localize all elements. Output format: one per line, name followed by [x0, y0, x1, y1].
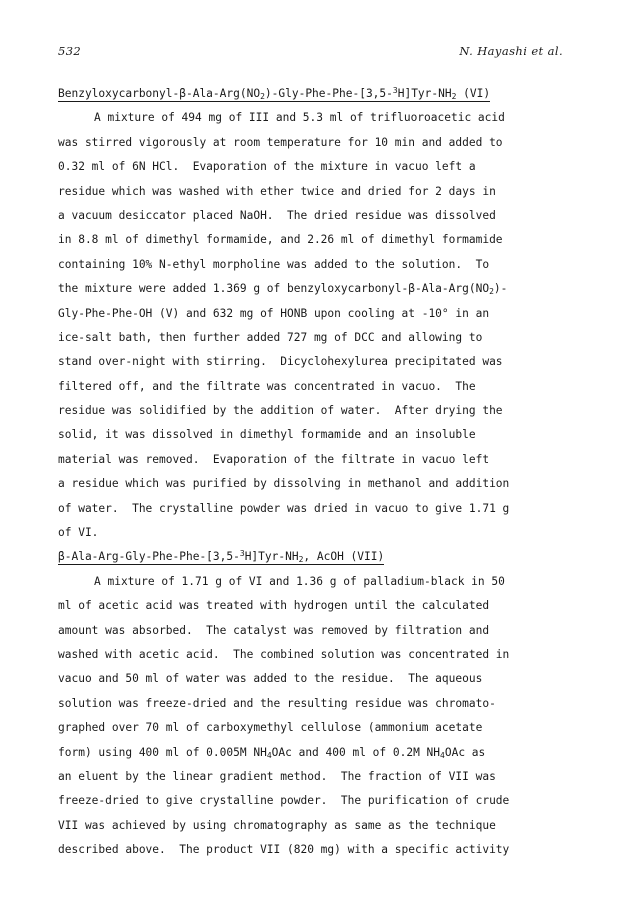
running-head: N. Hayashi et al.	[459, 44, 563, 58]
text-line: 0.32 ml of 6N HCl. Evaporation of the mixture in vacuo left a	[58, 160, 476, 174]
text-line: described above. The product VII (820 mg) with a specific activity	[58, 843, 510, 857]
text-line: in 8.8 ml of dimethyl formamide, and 2.26 ml of dimethyl formamide	[58, 233, 503, 247]
text-line: stand over-night with stirring. Dicyclohexylurea precipitated was	[58, 355, 503, 369]
section-title-vi: Benzyloxycarbonyl-$\beta-Ala-Arg(NO_2)-Gly-Phe-Phe-[3,5-^3H]Tyr-NH_2$ (VI)	[58, 86, 491, 101]
text-line: A mixture of 1.71 g of VI and 1.36 g of palladium-black in 50	[94, 574, 505, 588]
text-line: VII was achieved by using chromatography as same as the technique	[58, 818, 496, 832]
body-text	[58, 82, 563, 863]
text-line: containing 10% N-ethyl morpholine was added to the solution. To	[58, 257, 490, 271]
text-line: of VI.	[58, 526, 99, 540]
text-line: was stirred vigorously at room temperature for 10 min and added to	[58, 135, 503, 149]
text-line: Gly-Phe-Phe-OH (V) and 632 mg of HONB upon cooling at -10° in an	[58, 306, 490, 320]
text-line: filtered off, and the filtrate was concentrated in vacuo. The	[58, 379, 476, 393]
page-number: 532	[58, 44, 82, 58]
section-title-vii: $\beta-Ala-Arg-Gly-Phe-Phe-[3,5-^3H]Tyr-NH_2$, AcOH (VII)	[58, 549, 385, 565]
text-line: residue was solidified by the addition of water. After drying the	[58, 404, 503, 418]
text-line: ice-salt bath, then further added 727 mg of DCC and allowing to	[58, 330, 483, 344]
text-line: residue which was washed with ether twice and dried for 2 days in	[58, 184, 496, 198]
text-line: graphed over 70 ml of carboxymethyl cellulose (ammonium acetate	[58, 721, 483, 735]
text-line: solid, it was dissolved in dimethyl formamide and an insoluble	[58, 428, 476, 442]
text-line: solution was freeze-dried and the resulting residue was chromato-	[58, 696, 496, 710]
text-line: freeze-dried to give crystalline powder. The purification of crude	[58, 794, 510, 808]
text-line: vacuo and 50 ml of water was added to the residue. The aqueous	[58, 672, 483, 686]
text-line: washed with acetic acid. The combined solution was concentrated in	[58, 647, 510, 661]
text-line: form) using 400 ml of 0.005M $NH_4OAc$ and 400 ml of 0.2M $NH_4OAc$ as	[58, 745, 486, 760]
text-line: a residue which was purified by dissolving in methanol and addition	[58, 477, 510, 491]
text-line: an eluent by the linear gradient method. The fraction of VII was	[58, 769, 496, 783]
text-line: ml of acetic acid was treated with hydrogen until the calculated	[58, 599, 490, 613]
page-header	[58, 44, 563, 58]
text-line: a vacuum desiccator placed NaOH. The dried residue was dissolved	[58, 208, 496, 222]
text-line: material was removed. Evaporation of the filtrate in vacuo left	[58, 452, 490, 466]
text-line: amount was absorbed. The catalyst was removed by filtration and	[58, 623, 490, 637]
text-line: of water. The crystalline powder was dried in vacuo to give 1.71 g	[58, 501, 510, 515]
text-line: A mixture of 494 mg of III and 5.3 ml of trifluoroacetic acid	[94, 111, 505, 125]
text-line: the mixture were added 1.369 g of benzyloxycarbonyl-$\beta-Ala-Arg(NO_2)-$	[58, 282, 508, 297]
